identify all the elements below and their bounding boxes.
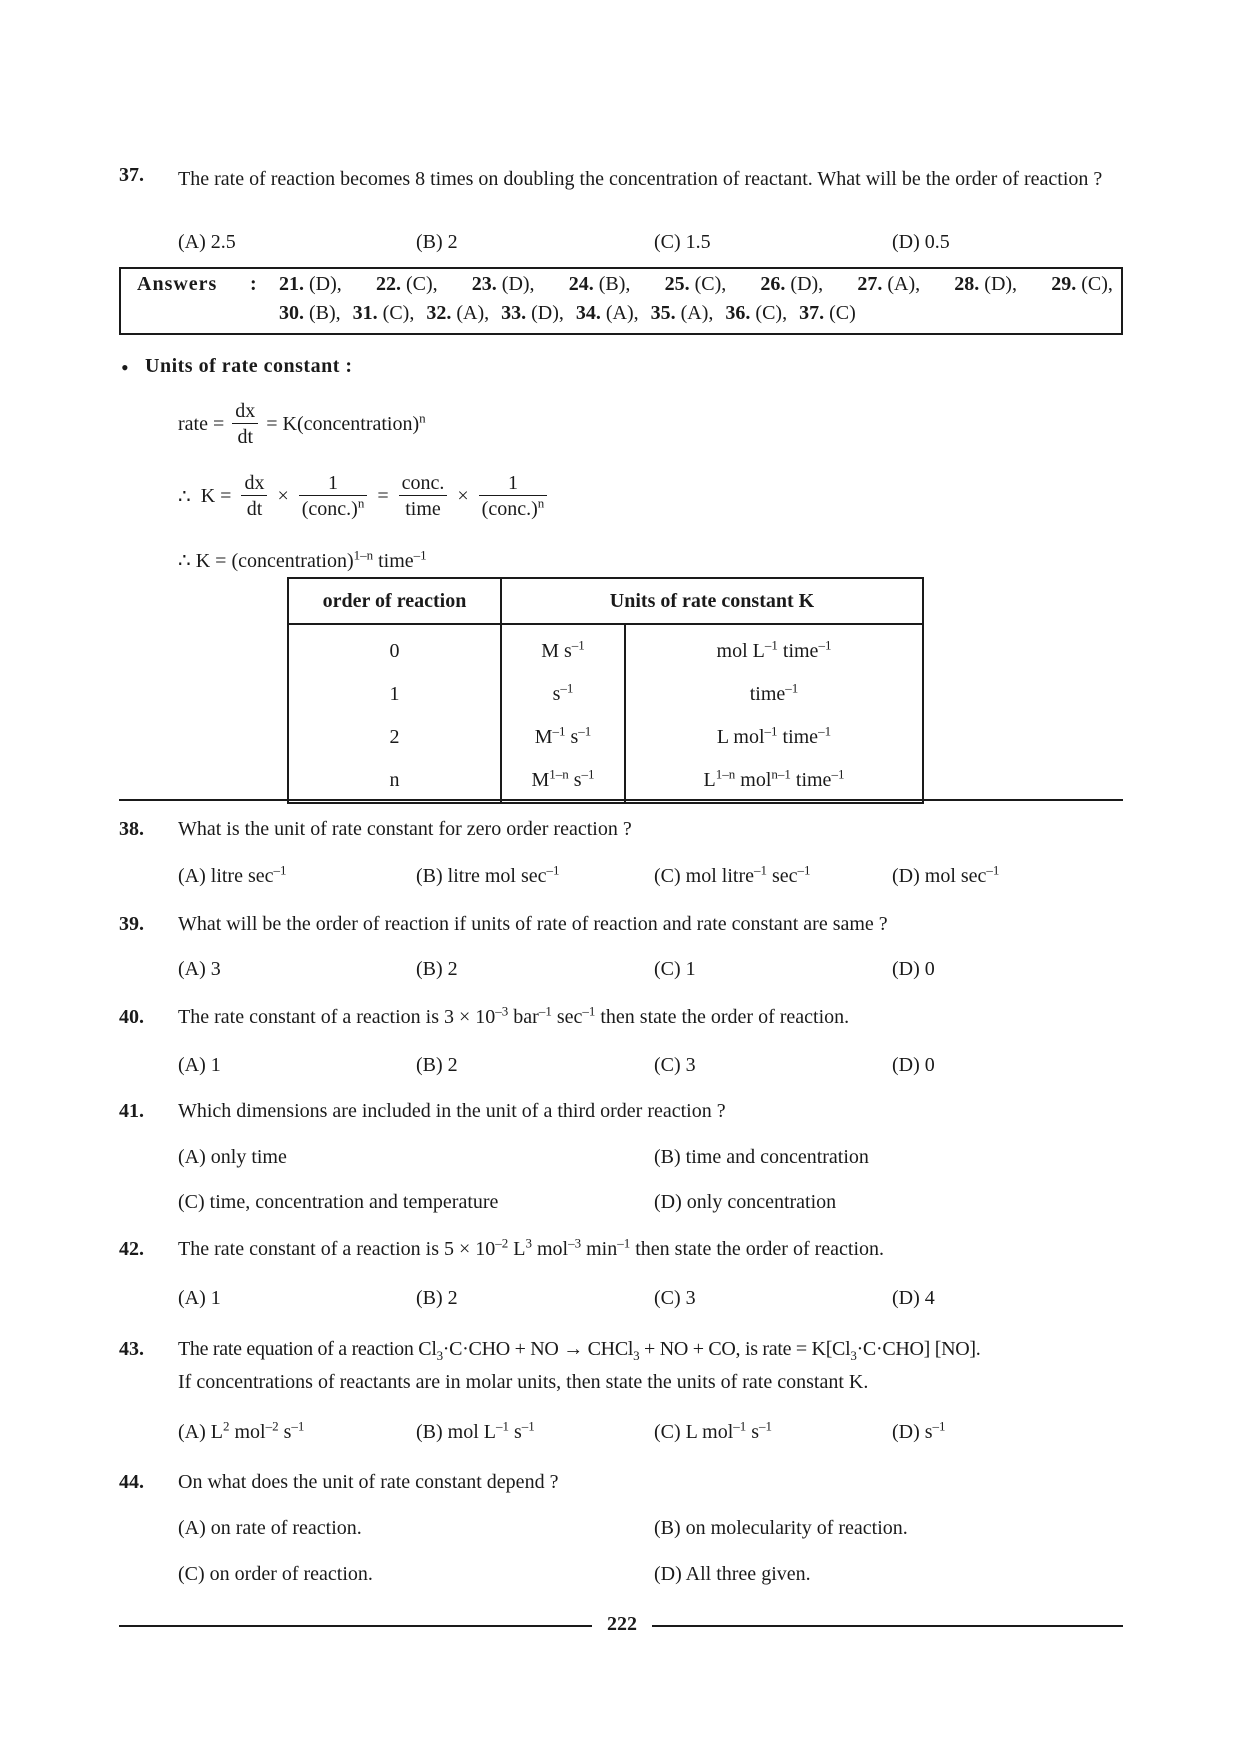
answer-choice: (A), bbox=[882, 273, 921, 295]
superscript: –1 bbox=[291, 1418, 305, 1434]
answer-item bbox=[857, 273, 920, 296]
superscript: –1 bbox=[759, 1418, 773, 1434]
molar-unit-cell bbox=[501, 716, 625, 759]
superscript: 3 bbox=[525, 1235, 532, 1251]
option-d bbox=[892, 862, 1000, 888]
answer-number: 29. bbox=[1051, 273, 1077, 295]
answer-item bbox=[760, 273, 823, 296]
option-run: s bbox=[278, 1421, 292, 1443]
superscript: –1 bbox=[753, 862, 767, 878]
option-run: (C) mol litre bbox=[654, 865, 754, 887]
option-c: (C) 1 bbox=[654, 958, 696, 980]
option-run: (B) litre mol sec bbox=[416, 865, 547, 887]
order-cell: 1 bbox=[288, 673, 501, 716]
answer-number: 25. bbox=[664, 273, 690, 295]
question-run: then state the order of reaction. bbox=[595, 1006, 850, 1028]
option-d: (D) All three given. bbox=[654, 1563, 811, 1585]
question-run: L bbox=[508, 1238, 526, 1260]
superscript: –2 bbox=[265, 1418, 279, 1434]
formula-rate: rate = $\frac{dx}{dt}$ = K(concentration)$^n$ bbox=[178, 400, 426, 448]
answer-number: 34. bbox=[575, 302, 601, 324]
option-d: (D) 0 bbox=[892, 958, 935, 980]
question-text: On what does the unit of rate constant depend ? bbox=[178, 1471, 559, 1493]
option-c: (C) time, concentration and temperature bbox=[178, 1191, 499, 1213]
option-run: (A) litre sec bbox=[178, 865, 274, 887]
superscript: –1 bbox=[733, 1418, 747, 1434]
answer-choice: (D), bbox=[979, 273, 1018, 295]
answer-choice: (C), bbox=[689, 273, 727, 295]
table-row bbox=[288, 673, 923, 716]
table-row bbox=[288, 624, 923, 673]
option-b: (B) 2 bbox=[416, 231, 458, 253]
question-text: What is the unit of rate constant for zero order reaction ? bbox=[178, 818, 632, 840]
question-text-line-2: If concentrations of reactants are in molar units, then state the units of rate constant K. bbox=[178, 1371, 869, 1393]
option-b bbox=[416, 1418, 535, 1444]
superscript: –1 bbox=[785, 680, 799, 696]
superscript: 1–n bbox=[715, 766, 736, 782]
units-table bbox=[287, 577, 924, 804]
option-a: (A) 1 bbox=[178, 1054, 221, 1076]
question-run: then state the order of reaction. bbox=[630, 1238, 885, 1260]
superscript: –1 bbox=[571, 637, 585, 653]
superscript: –1 bbox=[581, 766, 595, 782]
question-number: 43. bbox=[119, 1338, 144, 1360]
option-d: (D) 0 bbox=[892, 1054, 935, 1076]
superscript: –1 bbox=[818, 637, 832, 653]
header-units: Units of rate constant K bbox=[501, 578, 923, 624]
superscript: 2 bbox=[222, 1418, 230, 1434]
question-number: 37. bbox=[119, 164, 144, 186]
option-run: mol bbox=[229, 1421, 266, 1443]
superscript: –1 bbox=[932, 1418, 946, 1434]
option-c: (C) 3 bbox=[654, 1054, 696, 1076]
answer-choice: (C), bbox=[750, 302, 788, 324]
answer-choice: (D), bbox=[304, 273, 342, 295]
option-run: sec bbox=[766, 865, 798, 887]
superscript: –3 bbox=[495, 1003, 509, 1019]
answer-number: 24. bbox=[568, 273, 594, 295]
answer-number: 30. bbox=[279, 302, 304, 324]
footer-rule-left bbox=[119, 1625, 592, 1627]
option-a bbox=[178, 1418, 305, 1444]
subscript: 3 bbox=[850, 1348, 857, 1363]
option-run: (C) L mol bbox=[654, 1421, 734, 1443]
answer-choice: (A), bbox=[675, 302, 714, 324]
option-run: s bbox=[746, 1421, 760, 1443]
option-b: (B) 2 bbox=[416, 1287, 458, 1309]
question-number: 38. bbox=[119, 818, 144, 840]
answer-choice: (C) bbox=[824, 302, 856, 324]
superscript: –3 bbox=[568, 1235, 582, 1251]
superscript: –1 bbox=[831, 766, 845, 782]
answer-choice: (D), bbox=[785, 273, 824, 295]
question-text: The rate of reaction becomes 8 times on doubling the concentration of reactant. What will be the order of reaction ? bbox=[178, 168, 1103, 190]
answer-number: 33. bbox=[501, 302, 527, 324]
unit-run: M bbox=[531, 769, 550, 791]
subscript: 3 bbox=[633, 1348, 640, 1363]
question-run: bar bbox=[508, 1006, 539, 1028]
question-text bbox=[178, 1235, 885, 1261]
superscript: n–1 bbox=[771, 766, 791, 782]
superscript: –1 bbox=[496, 1418, 509, 1434]
question-text-line-1 bbox=[178, 1338, 1123, 1361]
answer-item bbox=[725, 302, 787, 324]
question-run: + NO + CO, is rate = K[Cl bbox=[639, 1338, 851, 1360]
answer-item bbox=[353, 302, 415, 324]
question-run: min bbox=[581, 1238, 618, 1260]
question-run: The rate equation of a reaction Cl bbox=[178, 1338, 437, 1360]
answers-label: Answers bbox=[137, 273, 218, 295]
option-a bbox=[178, 862, 287, 888]
option-run: s bbox=[509, 1421, 522, 1443]
superscript: –1 bbox=[764, 637, 778, 653]
footer-rule-right bbox=[652, 1625, 1123, 1627]
unit-run: time bbox=[749, 683, 786, 705]
question-number: 39. bbox=[119, 913, 144, 935]
answer-number: 36. bbox=[725, 302, 751, 324]
question-run: ·C·CHO + NO → CHCl bbox=[442, 1338, 634, 1360]
header-order: order of reaction bbox=[288, 578, 501, 624]
question-run: The rate constant of a reaction is 3 × 10 bbox=[178, 1006, 496, 1028]
question-number: 40. bbox=[119, 1006, 144, 1028]
unit-run: L bbox=[703, 769, 716, 791]
option-d: (D) 0.5 bbox=[892, 231, 950, 253]
answer-choice: (B), bbox=[593, 273, 631, 295]
option-b: (B) 2 bbox=[416, 958, 458, 980]
answer-choice: (D), bbox=[526, 302, 564, 324]
answer-choice: (A), bbox=[600, 302, 639, 324]
option-a: (A) on rate of reaction. bbox=[178, 1517, 362, 1539]
superscript: –1 bbox=[546, 862, 560, 878]
molar-unit-cell bbox=[501, 759, 625, 803]
superscript: –2 bbox=[495, 1235, 509, 1251]
option-a: (A) 2.5 bbox=[178, 231, 236, 253]
option-b: (B) time and concentration bbox=[654, 1146, 869, 1168]
superscript: –1 bbox=[521, 1418, 535, 1434]
unit-run: mol bbox=[735, 769, 772, 791]
question-number: 42. bbox=[119, 1238, 144, 1260]
option-d: (D) 4 bbox=[892, 1287, 935, 1309]
superscript: –1 bbox=[538, 1003, 552, 1019]
unit-run: M bbox=[534, 726, 553, 748]
answer-number: 27. bbox=[857, 273, 883, 295]
superscript: 1–n bbox=[549, 766, 569, 782]
question-run: sec bbox=[551, 1006, 583, 1028]
superscript: –1 bbox=[582, 1003, 596, 1019]
answer-number: 35. bbox=[650, 302, 676, 324]
answer-number: 31. bbox=[352, 302, 378, 324]
answer-choice: (A), bbox=[451, 302, 490, 324]
question-text bbox=[178, 1003, 850, 1029]
page-number: 222 bbox=[607, 1613, 637, 1635]
option-c bbox=[654, 1418, 773, 1444]
answer-choice: (B), bbox=[304, 302, 341, 324]
option-c: (C) 3 bbox=[654, 1287, 696, 1309]
answer-number: 26. bbox=[760, 273, 786, 295]
option-a: (A) 1 bbox=[178, 1287, 221, 1309]
answer-number: 32. bbox=[426, 302, 452, 324]
superscript: –1 bbox=[986, 862, 1000, 878]
unit-run: time bbox=[790, 769, 832, 791]
answer-choice: (C), bbox=[400, 273, 438, 295]
subscript: 3 bbox=[436, 1348, 443, 1363]
answers-line-2 bbox=[279, 302, 856, 325]
general-unit-cell bbox=[625, 716, 923, 759]
answer-item bbox=[501, 302, 564, 324]
unit-run: mol L bbox=[716, 640, 765, 662]
order-cell: 2 bbox=[288, 716, 501, 759]
answer-number: 37. bbox=[799, 302, 825, 324]
answer-item bbox=[799, 302, 856, 324]
formula-k-derivation: ∴ K = $\frac{dx}{dt}$ × $\frac{1}{(conc.)^n}$ = $\frac{\text{conc.}}{\text{time}}$ × $\frac{1}{(conc.)^n}$ bbox=[178, 472, 547, 521]
superscript: –1 bbox=[552, 723, 566, 739]
question-run: ·C·CHO] [NO]. bbox=[856, 1338, 981, 1360]
superscript: –1 bbox=[578, 723, 592, 739]
superscript: –1 bbox=[617, 1235, 631, 1251]
table-row bbox=[288, 716, 923, 759]
answer-item bbox=[1051, 273, 1113, 296]
option-run: (D) s bbox=[892, 1421, 933, 1443]
unit-run: s bbox=[552, 683, 561, 705]
question-number: 44. bbox=[119, 1471, 144, 1493]
option-b bbox=[416, 862, 560, 888]
answer-item bbox=[426, 302, 489, 324]
superscript: –1 bbox=[818, 723, 832, 739]
unit-run: L mol bbox=[716, 726, 765, 748]
answer-number: 21. bbox=[279, 273, 304, 295]
answer-choice: (D), bbox=[496, 273, 535, 295]
answer-item bbox=[665, 273, 727, 296]
section-divider bbox=[119, 799, 1123, 801]
unit-run: time bbox=[777, 726, 819, 748]
molar-unit-cell bbox=[501, 673, 625, 716]
answer-item bbox=[954, 273, 1017, 296]
superscript: –1 bbox=[797, 862, 811, 878]
question-number: 41. bbox=[119, 1100, 144, 1122]
answer-item bbox=[576, 302, 639, 324]
answer-number: 28. bbox=[954, 273, 980, 295]
order-cell: 0 bbox=[288, 624, 501, 673]
section-heading: Units of rate constant : bbox=[145, 355, 353, 377]
answer-item bbox=[472, 273, 535, 296]
option-b: (B) 2 bbox=[416, 1054, 458, 1076]
option-b: (B) on molecularity of reaction. bbox=[654, 1517, 908, 1539]
section-bullet: • bbox=[121, 355, 129, 380]
table-row bbox=[288, 759, 923, 803]
answers-colon: : bbox=[250, 273, 257, 295]
general-unit-cell bbox=[625, 759, 923, 803]
superscript: –1 bbox=[273, 862, 287, 878]
answer-item bbox=[279, 273, 342, 296]
superscript: –1 bbox=[764, 723, 778, 739]
option-run: (A) L bbox=[178, 1421, 223, 1443]
question-run: mol bbox=[532, 1238, 569, 1260]
answer-number: 22. bbox=[375, 273, 401, 295]
answer-item bbox=[279, 302, 341, 324]
option-run: (B) mol L bbox=[416, 1421, 496, 1443]
unit-run: s bbox=[568, 769, 582, 791]
answer-item bbox=[651, 302, 714, 324]
option-c bbox=[654, 862, 811, 888]
answers-line-1 bbox=[279, 273, 1113, 296]
answer-choice: (C), bbox=[377, 302, 415, 324]
molar-unit-cell bbox=[501, 624, 625, 673]
answer-number: 23. bbox=[471, 273, 497, 295]
option-d bbox=[892, 1418, 946, 1444]
answer-choice: (C), bbox=[1076, 273, 1113, 295]
formula-k-result: ∴ K = (concentration)$^{1-n}$ time$^{-1}$ bbox=[178, 547, 427, 572]
option-run: (D) mol sec bbox=[892, 865, 987, 887]
answer-item bbox=[376, 273, 438, 296]
superscript: –1 bbox=[560, 680, 574, 696]
general-unit-cell bbox=[625, 673, 923, 716]
answer-item bbox=[569, 273, 631, 296]
option-c: (C) 1.5 bbox=[654, 231, 711, 253]
order-cell: n bbox=[288, 759, 501, 803]
unit-run: M s bbox=[541, 640, 572, 662]
option-a: (A) only time bbox=[178, 1146, 287, 1168]
question-run: The rate constant of a reaction is 5 × 10 bbox=[178, 1238, 496, 1260]
question-text: What will be the order of reaction if units of rate of reaction and rate constant are same ? bbox=[178, 913, 888, 935]
option-d: (D) only concentration bbox=[654, 1191, 837, 1213]
question-text: Which dimensions are included in the unit of a third order reaction ? bbox=[178, 1100, 726, 1122]
unit-run: s bbox=[565, 726, 579, 748]
general-unit-cell bbox=[625, 624, 923, 673]
option-c: (C) on order of reaction. bbox=[178, 1563, 373, 1585]
unit-run: time bbox=[777, 640, 819, 662]
option-a: (A) 3 bbox=[178, 958, 221, 980]
